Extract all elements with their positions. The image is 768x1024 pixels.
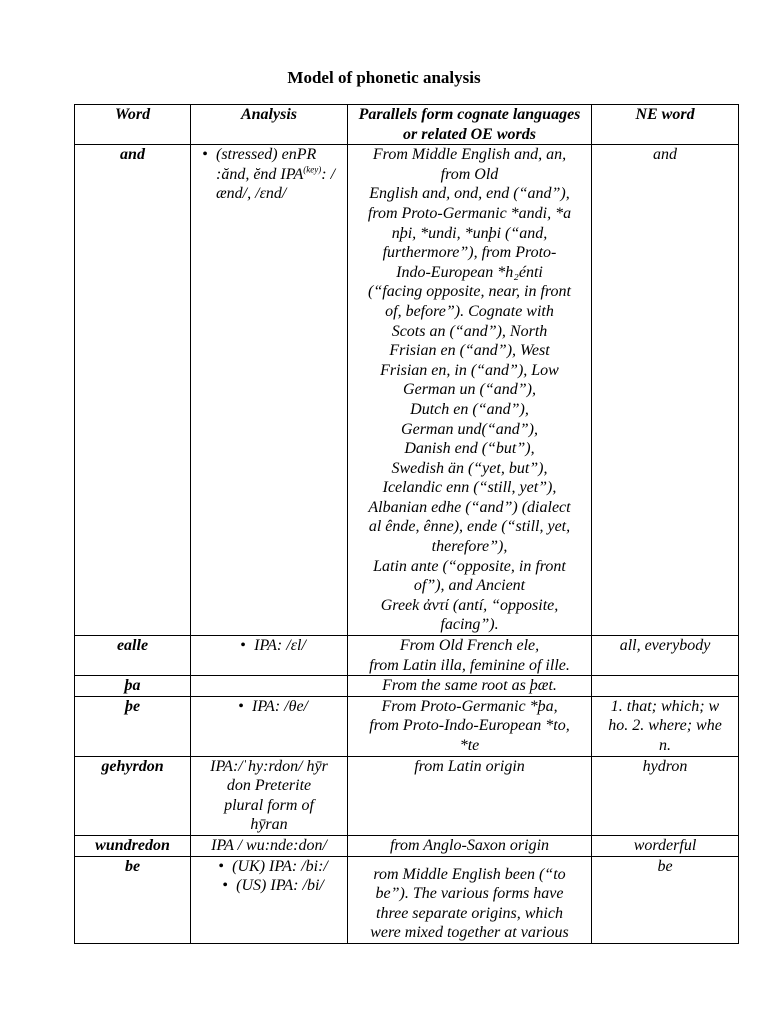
table-row [75,676,739,697]
analysis-cell: IPA / wu:nde:don/ [191,835,348,856]
word-cell: be [75,856,191,943]
analysis-cell [191,756,348,835]
parallels-cell [348,856,592,943]
parallels-line: Indo-European *h₂énti [396,263,543,281]
parallels-line: of, before”). Cognate with [385,302,554,320]
bullet-icon: • [218,857,224,875]
ne-word-text [595,697,735,756]
parallels-line: Scots an (“and”), North [391,322,548,340]
header-ne-word: NE word [592,105,739,145]
parallels-line: From the same root as þæt. [382,677,557,695]
analysis-cell [191,856,348,943]
parallels-line: furthermore”), from Proto- [382,244,557,262]
parallels-line: of”), and Ancient [413,577,526,595]
parallels-line: From Proto-Germanic *þa, [381,697,558,715]
parallels-line: *te [459,737,480,754]
word-cell: þe [75,696,191,756]
word-cell: ealle [75,636,191,676]
table-row [75,756,739,835]
analysis-text [194,757,344,835]
analysis-part: : /ænd/, /ɛnd/ [216,165,336,203]
parallels-line: therefore”), [431,538,508,556]
parallels-line: (“facing opposite, near, in front [368,283,571,301]
parallels-cell [348,835,592,856]
table-header-row [75,105,739,145]
bullet-icon: • [240,637,246,655]
word-cell: and [75,145,191,636]
parallels-line: rom Middle English been (“to [373,865,566,883]
analysis-cell [191,696,348,756]
header-word: Word [75,105,191,145]
parallels-text [351,757,588,777]
parallels-line: Greek ἀντί (antí, “opposite, [380,596,559,614]
parallels-line: Icelandic enn (“still, yet”), [382,479,557,497]
table-row [75,696,739,756]
parallels-line: three separate origins, which [376,904,563,922]
parallels-line: Frisian en, in (“and”), Low [380,361,559,379]
analysis-line: don Preterite [226,777,312,795]
analysis-cell [191,676,348,697]
parallels-line: From Middle English and, an, [372,146,567,164]
analysis-text [216,145,344,204]
analysis-cell [191,145,348,636]
analysis-cell [191,636,348,676]
analysis-line: IPA:/ˈhy:rdon/ hȳr [210,757,328,775]
parallels-line: Albanian edhe (“and”) (dialect [368,498,571,516]
ne-word-cell: and [592,145,739,636]
parallels-text [351,836,588,856]
word-cell: þa [75,676,191,697]
bullet-icon: • [238,697,244,715]
parallels-line: from Latin origin [414,757,525,775]
ne-word-line: ho. 2. where; whe [608,717,722,735]
parallels-line: from Old [440,165,499,183]
parallels-line: Dutch en (“and”), [410,400,529,418]
parallels-line: al ênde, ênne), ende (“still, yet, [368,518,571,536]
document-title: Model of phonetic analysis [287,68,481,87]
parallels-cell [348,756,592,835]
parallels-text [351,697,588,756]
parallels-line: from Proto-Germanic *andi, *a [367,204,572,222]
table-row [75,835,739,856]
analysis-text: IPA: /θe/ [252,697,308,715]
header-analysis: Analysis [191,105,348,145]
parallels-line: from Anglo-Saxon origin [389,836,550,854]
phonetic-analysis-table [74,104,739,944]
parallels-line: Swedish än (“yet, but”), [391,459,548,477]
parallels-cell [348,696,592,756]
table-row [75,145,739,636]
parallels-text [351,676,588,696]
parallels-cell [348,145,592,636]
ne-word-cell: worderful [592,835,739,856]
parallels-line: English and, ond, end (“and”), [369,185,570,203]
parallels-text [351,145,588,635]
parallels-line: German und(“and”), [401,420,538,438]
parallels-line: nþi, *undi, *unþi (“and, [391,224,548,242]
ne-word-cell [592,676,739,697]
analysis-text: IPA: /ɛl/ [254,637,306,655]
ne-word-cell: be [592,856,739,943]
parallels-line: Danish end (“but”), [404,440,535,458]
parallels-line: Latin ante (“opposite, in front [373,557,566,575]
header-parallels: Parallels form cognate languages or related OE words [348,105,592,145]
bullet-icon: • [222,877,228,895]
ne-word-line: n. [659,737,671,754]
parallels-text [351,865,588,943]
parallels-line: from Proto-Indo-European *to, [369,717,570,735]
parallels-line: facing”). [440,616,499,634]
parallels-line: from Latin illa, feminine of ille. [369,656,570,674]
analysis-part: (stressed) enPR :ănd, ĕnd IPA [216,146,317,183]
ne-word-cell: hydron [592,756,739,835]
analysis-line: plural form of [224,796,314,814]
parallels-line: Frisian en (“and”), West [389,342,550,360]
table-row [75,856,739,943]
parallels-cell [348,636,592,676]
parallels-line: German un (“and”), [403,381,536,399]
key-link[interactable]: (key) [303,164,322,175]
word-cell: gehyrdon [75,756,191,835]
parallels-text [351,636,588,675]
parallels-line: From Old French ele, [399,637,540,655]
analysis-item: (US) IPA: /bi/ [236,877,324,895]
word-cell: wundredon [75,835,191,856]
parallels-line: be”). The various forms have [375,885,564,903]
ne-word-line: 1. that; which; w [610,697,720,715]
analysis-line: hȳran [250,816,288,834]
bullet-icon: • [202,146,208,164]
ne-word-cell [592,696,739,756]
analysis-item: (UK) IPA: /bi:/ [232,857,328,875]
table-row [75,636,739,676]
parallels-line: were mixed together at various [370,924,569,942]
ne-word-cell: all, everybody [592,636,739,676]
parallels-cell [348,676,592,697]
